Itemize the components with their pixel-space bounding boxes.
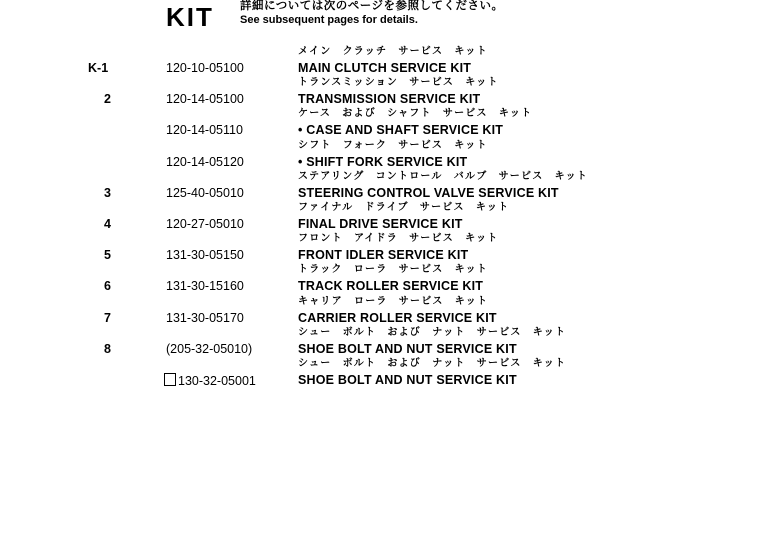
part-number (166, 248, 244, 262)
kit-row (0, 264, 765, 295)
part-number-text: 120-14-05100 (166, 92, 244, 107)
part-number-text: 130-32-05001 (178, 373, 256, 388)
kit-japanese-name: シフト フォーク サービス キット (298, 139, 488, 151)
kit-row (0, 202, 765, 233)
part-number (166, 155, 244, 169)
kit-row (0, 327, 765, 358)
kit-description: TRANSMISSION SERVICE KIT (298, 92, 481, 107)
kit-description: • SHIFT FORK SERVICE KIT (298, 154, 468, 169)
box-marker-icon (164, 373, 176, 386)
kit-description: STEERING CONTROL VALVE SERVICE KIT (298, 185, 559, 200)
page-title: KIT (166, 2, 214, 32)
part-number (166, 123, 243, 137)
part-number-text: 120-10-05100 (166, 61, 244, 75)
kit-number: 6 (104, 279, 111, 294)
kit-list (0, 46, 765, 389)
kit-row (0, 77, 765, 108)
kit-number: 2 (104, 92, 111, 107)
kit-japanese-name: トラック ローラ サービス キット (298, 264, 488, 276)
part-number (166, 92, 244, 106)
kit-number: K-1 (88, 61, 109, 75)
part-number-text: 131-30-05150 (166, 248, 244, 263)
kit-japanese-name: シュー ボルト および ナット サービス キット (298, 326, 567, 338)
kit-japanese-name: メイン クラッチ サービス キット (298, 46, 488, 57)
kit-number: 4 (104, 216, 111, 231)
kit-row (0, 296, 765, 327)
kit-description: SHOE BOLT AND NUT SERVICE KIT (298, 341, 517, 356)
kit-description: CARRIER ROLLER SERVICE KIT (298, 310, 497, 325)
kit-row (0, 46, 765, 77)
kit-row (0, 233, 765, 264)
kit-description: MAIN CLUTCH SERVICE KIT (298, 61, 472, 75)
kit-number: 5 (104, 248, 111, 263)
kit-number: 3 (104, 185, 111, 200)
part-number (166, 217, 244, 231)
part-number-text: 120-27-05010 (166, 216, 244, 231)
part-number (166, 311, 244, 325)
kit-row (0, 140, 765, 171)
part-number-text: 125-40-05010 (166, 185, 244, 200)
part-number (166, 279, 244, 293)
note-english: See subsequent pages for details. (240, 14, 418, 26)
kit-japanese-name: ステアリング コントロール バルブ サービス キット (298, 170, 588, 182)
kit-description: FINAL DRIVE SERVICE KIT (298, 216, 463, 231)
part-number-text: 131-30-15160 (166, 279, 244, 294)
kit-japanese-name: キャリア ローラ サービス キット (298, 295, 489, 307)
kit-description: FRONT IDLER SERVICE KIT (298, 248, 469, 263)
kit-japanese-name: トランスミッション サービス キット (298, 77, 499, 89)
kit-row (0, 108, 765, 139)
kit-number: 7 (104, 310, 111, 325)
kit-description: TRACK ROLLER SERVICE KIT (298, 279, 484, 294)
kit-japanese-name: ファイナル ドライブ サービス キット (298, 201, 510, 213)
part-number-text: 120-14-05120 (166, 154, 244, 169)
kit-description: SHOE BOLT AND NUT SERVICE KIT (298, 372, 517, 387)
kit-japanese-name: ケース および シャフト サービス キット (298, 108, 533, 120)
part-number-text: 131-30-05170 (166, 310, 244, 325)
kit-description: • CASE AND SHAFT SERVICE KIT (298, 123, 504, 138)
part-number (166, 342, 252, 356)
note-japanese: 詳細については次のページを参照してください。 (240, 0, 504, 12)
kit-row (0, 171, 765, 202)
kit-japanese-name: シュー ボルト および ナット サービス キット (298, 357, 567, 369)
part-number (166, 186, 244, 200)
part-number-text: (205-32-05010) (166, 341, 253, 356)
kit-japanese-name: フロント アイドラ サービス キット (298, 233, 499, 245)
kit-number: 8 (104, 341, 111, 356)
kit-row (0, 358, 765, 389)
part-number-text: 120-14-05110 (166, 123, 243, 138)
part-number (164, 373, 256, 388)
part-number (166, 61, 244, 75)
